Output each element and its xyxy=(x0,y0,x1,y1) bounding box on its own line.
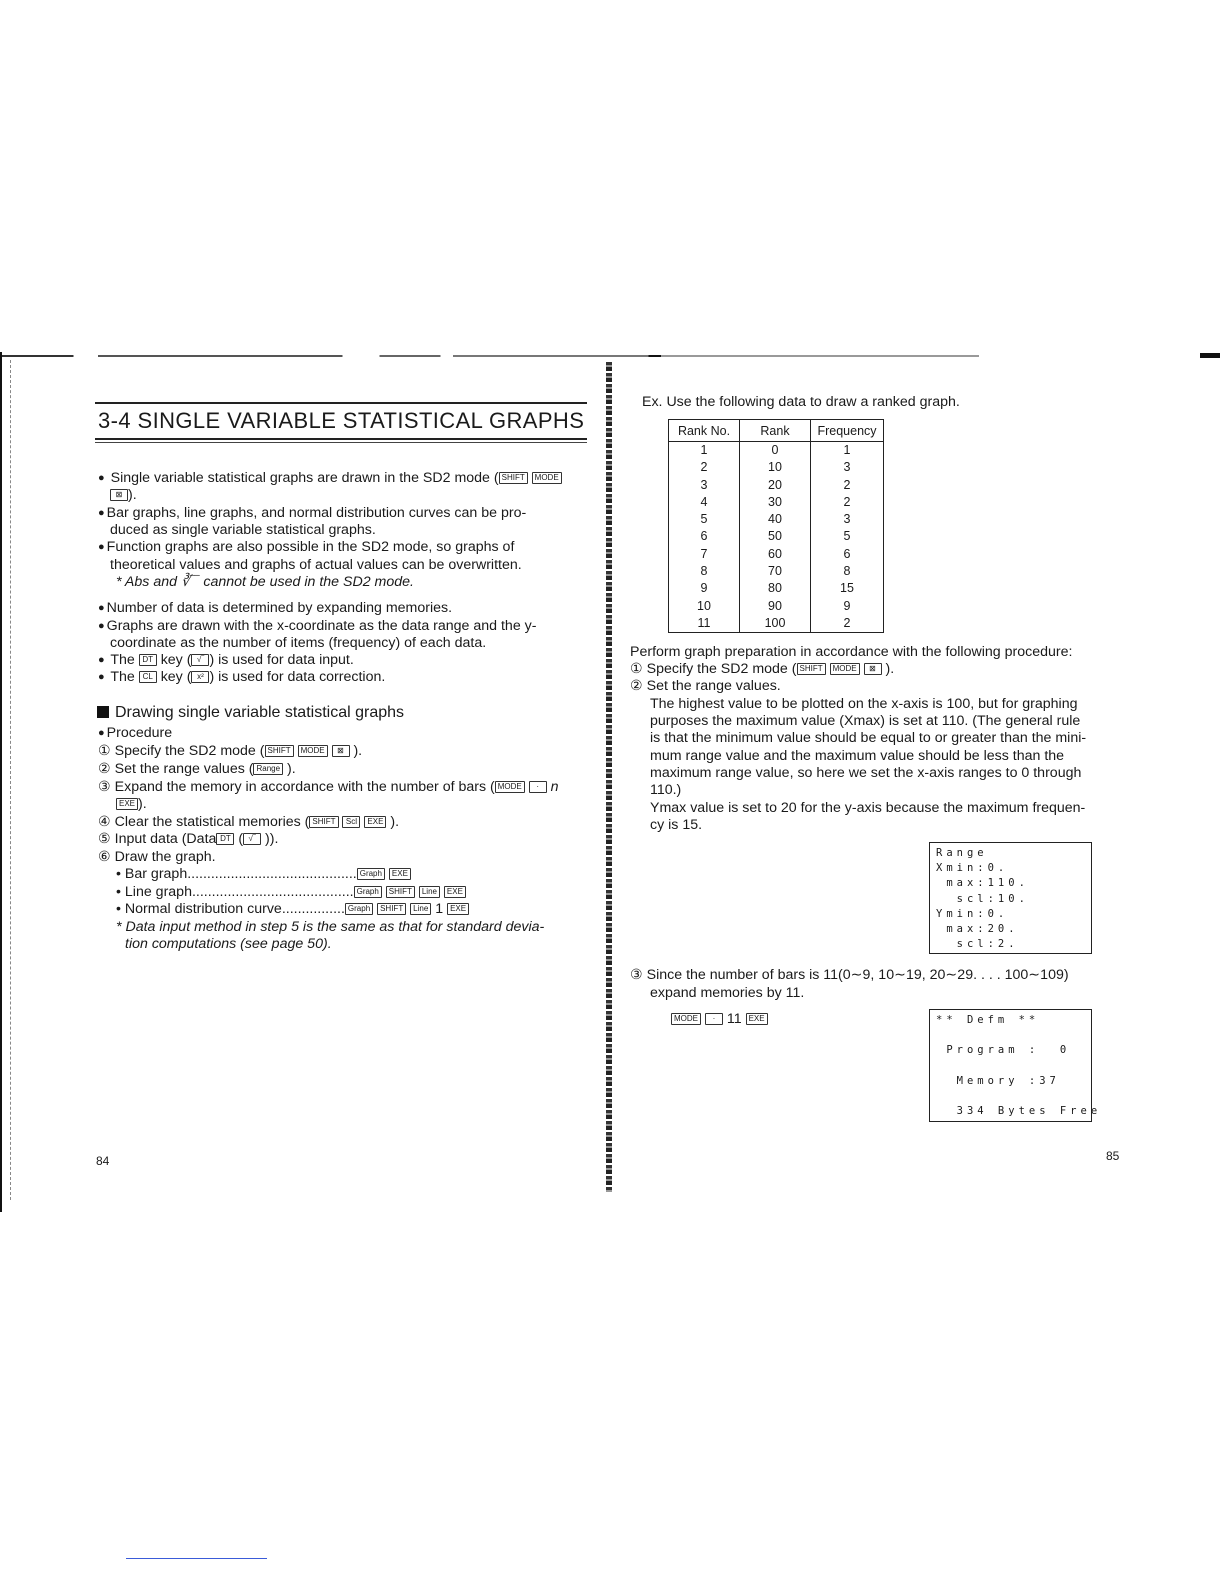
sqrt-key: √‾ xyxy=(191,654,209,666)
table-row xyxy=(669,615,884,633)
cell-frequency: 5 xyxy=(811,528,884,545)
step-5: ⑤ Input data (Data DT ( √‾ )). xyxy=(98,831,279,847)
cell-frequency: 2 xyxy=(811,494,884,511)
cell-frequency: 2 xyxy=(811,615,884,633)
bullet-sd2-cont: ⊠ ). xyxy=(110,487,137,504)
table-row xyxy=(669,477,884,494)
dt-key: DT xyxy=(139,654,157,666)
table-row xyxy=(669,528,884,545)
cell-rank: 50 xyxy=(740,528,811,545)
cell-rank-no: 3 xyxy=(700,477,708,492)
exe-key: EXE xyxy=(116,798,138,810)
page-title: 3-4 SINGLE VARIABLE STATISTICAL GRAPHS xyxy=(98,408,585,433)
cell-frequency: 8 xyxy=(811,563,884,580)
cell-rank-no: 1 xyxy=(700,443,708,457)
header-rank-no: Rank No. xyxy=(669,420,740,442)
cell-rank: 20 xyxy=(740,477,811,494)
procedure-intro: Perform graph preparation in accordance with the following procedure: xyxy=(630,644,1073,660)
para-xmax-3: is that the minimum value should be equal to or greater than the mini- xyxy=(650,730,1087,746)
header-rank: Rank xyxy=(740,420,811,442)
right-step-3-cont: expand memories by 11. xyxy=(650,985,805,1001)
shift-key: SHIFT xyxy=(499,472,528,484)
cell-frequency: 6 xyxy=(811,546,884,563)
defm-screen: ** Defm ** Program : 0 Memory :37 334 Bytes Free xyxy=(929,1009,1092,1122)
page-number-left: 84 xyxy=(96,1154,110,1168)
para-xmax-4: mum range value and the maximum value should be less than the xyxy=(650,748,1065,764)
title-rule-thin xyxy=(95,442,587,443)
para-xmax-2: purposes the maximum value (Xmax) is set at 110. (The general rule xyxy=(650,713,1081,729)
step-3-cont: EXE ). xyxy=(116,796,147,813)
cell-frequency: 15 xyxy=(811,580,884,597)
cell-rank: 90 xyxy=(740,598,811,615)
scan-top-edge xyxy=(0,355,1224,357)
para-xmax-5: maximum range value, so here we set the x-axis ranges to 0 through xyxy=(650,765,1082,781)
book-spine xyxy=(606,362,612,1192)
cell-rank-no: 4 xyxy=(700,494,708,509)
example-heading: Ex. Use the following data to draw a ranked graph. xyxy=(642,394,960,410)
table-row xyxy=(669,546,884,563)
line-graph-item: • Line graph......................................... Graph SHIFT Line EXE xyxy=(116,884,466,901)
scan-bottom-line xyxy=(126,1558,267,1559)
para-ymax-2: cy is 15. xyxy=(650,817,703,833)
step-4: ④ Clear the statistical memories ( SHIFT Scl EXE ). xyxy=(98,814,400,830)
cell-rank-no: 8 xyxy=(700,564,708,579)
cell-rank: 80 xyxy=(740,580,811,597)
normal-curve-item: • Normal distribution curve................ Graph SHIFT Line 1 EXE xyxy=(116,901,469,918)
title-rule-bottom xyxy=(95,438,587,440)
bullet-number-of-data: ● Number of data is determined by expanding memories. xyxy=(98,600,452,618)
bullet-function-graphs-cont: theoretical values and graphs of actual values can be overwritten. xyxy=(110,557,522,573)
note-data-input: * Data input method in step 5 is the same as that for standard devia- xyxy=(116,919,545,935)
cell-rank-no: 11 xyxy=(697,615,711,630)
cell-frequency: 2 xyxy=(811,477,884,494)
mode-key: MODE xyxy=(532,472,562,484)
cell-rank-no: 7 xyxy=(700,546,708,561)
table-row xyxy=(669,598,884,615)
cell-rank: 0 xyxy=(740,442,811,460)
table-row xyxy=(669,459,884,476)
bullet-cl-key: ● The CL key ( x² ) is used for data correction. xyxy=(98,669,385,687)
cell-rank-no: 10 xyxy=(697,598,711,613)
table-body xyxy=(669,442,884,633)
step-6: ⑥ Draw the graph. xyxy=(98,849,216,865)
table-row xyxy=(669,494,884,511)
table-row xyxy=(669,442,884,460)
cell-rank: 30 xyxy=(740,494,811,511)
bullet-sd2: ● Single variable statistical graphs are drawn in the SD2 mode ( SHIFT MODE xyxy=(98,470,562,488)
bullet-graph-types-cont: duced as single variable statistical graphs. xyxy=(110,522,376,538)
defm-keystrokes: MODE · 11 EXE xyxy=(671,1011,768,1028)
cell-rank-no: 9 xyxy=(700,581,708,596)
cell-rank-no: 5 xyxy=(700,512,708,527)
cell-rank: 10 xyxy=(740,459,811,476)
cell-rank: 60 xyxy=(740,546,811,563)
table-row xyxy=(669,580,884,597)
page-number-right: 85 xyxy=(1106,1149,1120,1163)
right-step-3: ③ Since the number of bars is 11(0∼9, 10∼19, 20∼29. . . . 100∼109) xyxy=(630,967,1069,983)
para-xmax-1: The highest value to be plotted on the x-axis is 100, but for graphing xyxy=(650,696,1078,712)
multiply-key: ⊠ xyxy=(110,489,128,501)
right-step-1: ① Specify the SD2 mode ( SHIFT MODE ⊠ ). xyxy=(630,661,895,677)
dot-key: · xyxy=(529,781,547,793)
step-1: ① Specify the SD2 mode ( SHIFT MODE ⊠ ). xyxy=(98,743,363,759)
note-abs: * Abs and ∛‾‾ cannot be used in the SD2 mode. xyxy=(116,574,414,590)
cell-rank: 40 xyxy=(740,511,811,528)
scl-key: Scl xyxy=(342,816,360,828)
table-row xyxy=(669,563,884,580)
note-data-input-cont: tion computations (see page 50). xyxy=(125,936,332,952)
bullet-coordinates-cont: coordinate as the number of items (frequency) of each data. xyxy=(110,635,487,651)
title-rule-top xyxy=(95,402,587,404)
table-header-row xyxy=(669,420,884,442)
bar-graph-item: • Bar graph........................................... Graph EXE xyxy=(116,866,411,883)
cell-rank-no: 2 xyxy=(700,460,708,475)
cell-frequency: 1 xyxy=(811,442,884,460)
bullet-graph-types: ● Bar graphs, line graphs, and normal distribution curves can be pro- xyxy=(98,505,526,523)
cell-frequency: 3 xyxy=(811,511,884,528)
step-3: ③ Expand the memory in accordance with the number of bars ( MODE · n xyxy=(98,779,559,795)
step-2: ② Set the range values ( Range ). xyxy=(98,761,296,777)
range-key: Range xyxy=(253,763,283,775)
cell-rank: 70 xyxy=(740,563,811,580)
cell-rank: 100 xyxy=(740,615,811,633)
header-frequency: Frequency xyxy=(811,420,884,442)
scan-left-dash xyxy=(10,360,12,1200)
range-screen: Range Xmin:0. max:110. scl:10. Ymin:0. max:20. scl:2. xyxy=(929,842,1092,954)
bullet-dt-key: ● The DT key ( √‾ ) is used for data input. xyxy=(98,652,354,670)
bullet-coordinates: ● Graphs are drawn with the x-coordinate as the data range and the y- xyxy=(98,618,536,636)
table-row xyxy=(669,511,884,528)
section-heading: Drawing single variable statistical graphs xyxy=(97,704,404,722)
square-bullet-icon xyxy=(97,706,109,718)
bullet-function-graphs: ● Function graphs are also possible in the SD2 mode, so graphs of xyxy=(98,539,514,557)
rank-table xyxy=(668,419,884,633)
cl-key: CL xyxy=(139,671,157,683)
para-xmax-6: 110.) xyxy=(650,782,682,798)
para-ymax-1: Ymax value is set to 20 for the y-axis because the maximum frequen- xyxy=(650,800,1086,816)
cell-rank-no: 6 xyxy=(700,529,708,544)
cell-frequency: 3 xyxy=(811,459,884,476)
right-step-2: ② Set the range values. xyxy=(630,678,781,694)
cell-frequency: 9 xyxy=(811,598,884,615)
x-squared-key: x² xyxy=(191,671,209,683)
scan-right-mark xyxy=(1200,353,1220,358)
procedure-label: ● Procedure xyxy=(98,725,172,743)
